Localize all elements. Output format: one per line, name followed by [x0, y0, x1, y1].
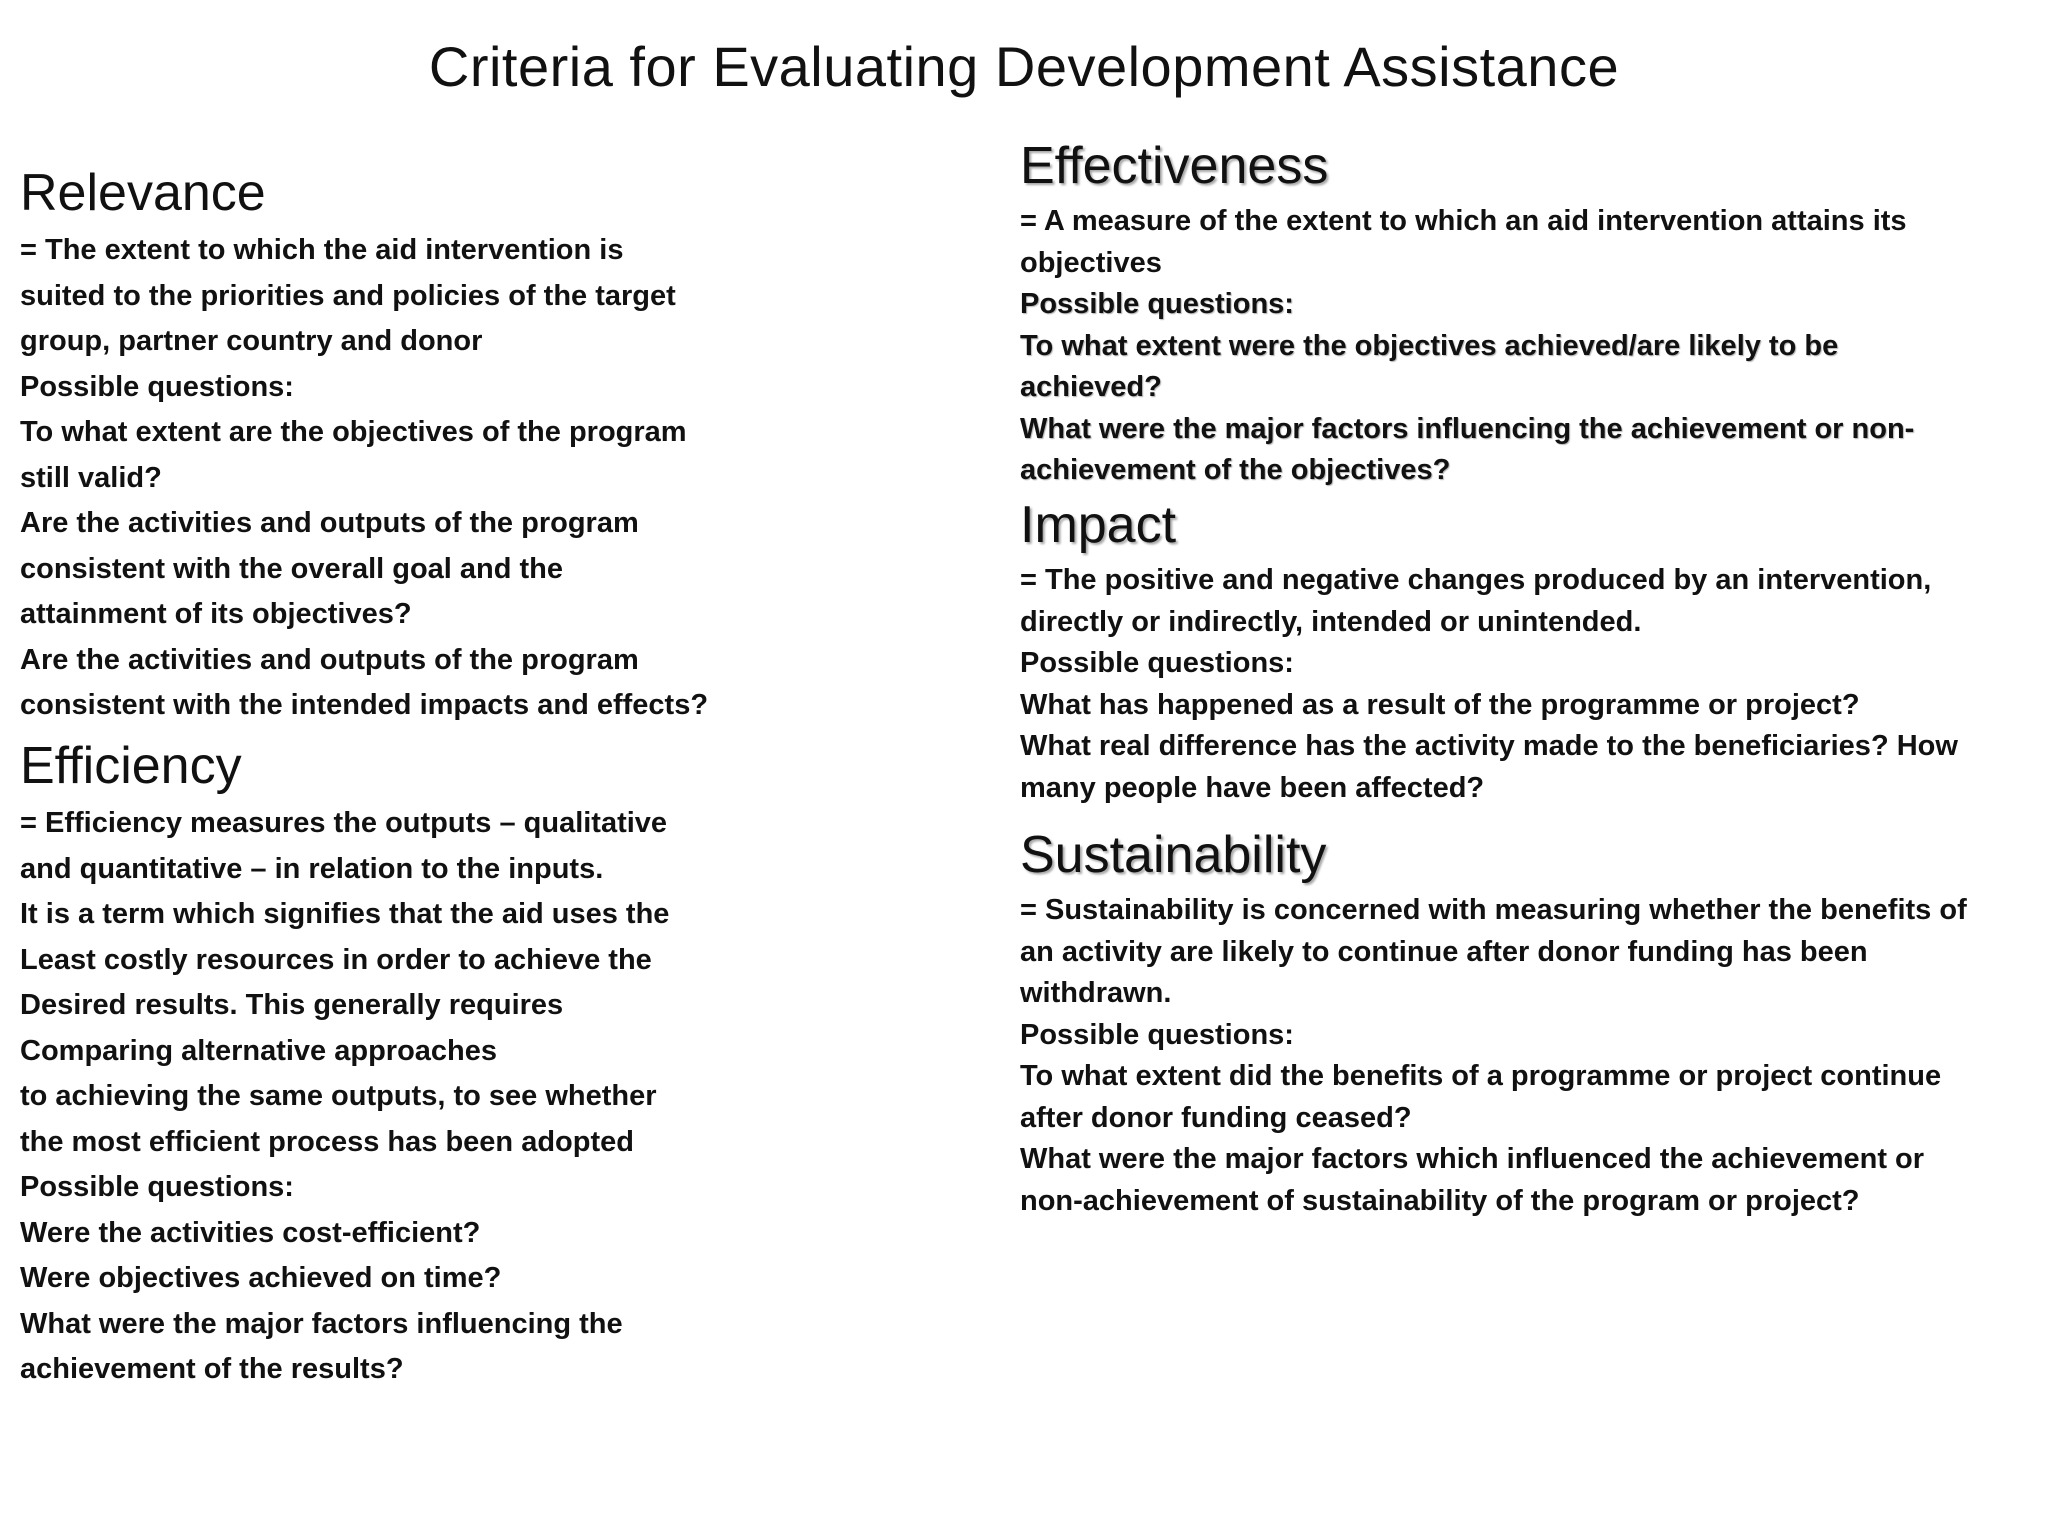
effectiveness-section [1020, 138, 1914, 492]
relevance-line: To what extent are the objectives of the program [20, 416, 687, 449]
impact-line: What real difference has the activity made to the beneficiaries? How [1020, 730, 1958, 763]
relevance-line: Are the activities and outputs of the program [20, 643, 639, 676]
sustainability-line: = Sustainability is concerned with measuring whether the benefits of [1020, 894, 1967, 927]
impact-line: What has happened as a result of the programme or project? [1020, 688, 1860, 721]
impact-section [1020, 497, 1958, 809]
relevance-line: consistent with the intended impacts and effects? [20, 689, 709, 722]
efficiency-line: achievement of the results? [20, 1353, 404, 1386]
efficiency-line: Possible questions: [20, 1171, 294, 1204]
sustainability-line: after donor funding ceased? [1020, 1101, 1412, 1134]
impact-line: Possible questions: [1020, 647, 1294, 680]
sustainability-line: Possible questions: [1020, 1018, 1294, 1051]
efficiency-line: Comparing alternative approaches [20, 1034, 498, 1067]
efficiency-heading: Efficiency [20, 737, 242, 795]
relevance-line: Are the activities and outputs of the program [20, 507, 639, 540]
efficiency-line: = Efficiency measures the outputs – qualitative [20, 807, 668, 840]
effectiveness-line: achieved? [1020, 371, 1162, 404]
relevance-line: group, partner country and donor [20, 325, 483, 358]
impact-line: many people have been affected? [1020, 771, 1485, 804]
efficiency-line: Were objectives achieved on time? [20, 1262, 502, 1295]
impact-line: = The positive and negative changes produced by an intervention, [1020, 564, 1932, 597]
sustainability-line: What were the major factors which influenced the achievement or [1020, 1143, 1925, 1176]
efficiency-line: Least costly resources in order to achieve the [20, 943, 652, 976]
effectiveness-line: Possible questions: [1020, 288, 1294, 321]
relevance-line: = The extent to which the aid intervention is [20, 234, 624, 267]
page-title: Criteria for Evaluating Development Assistance [428, 35, 1620, 98]
impact-heading: Impact [1020, 496, 1177, 554]
efficiency-line: Desired results. This generally requires [20, 989, 564, 1022]
efficiency-line: Were the activities cost-efficient? [20, 1216, 481, 1249]
sustainability-section [1020, 827, 1967, 1222]
effectiveness-heading: Effectiveness [1020, 137, 1329, 195]
impact-line: directly or indirectly, intended or unintended. [1020, 605, 1642, 638]
effectiveness-line: = A measure of the extent to which an aid intervention attains its [1020, 205, 1907, 238]
sustainability-heading: Sustainability [1020, 826, 1327, 884]
relevance-section [20, 165, 708, 729]
efficiency-line: to achieving the same outputs, to see whether [20, 1080, 657, 1113]
efficiency-line: and quantitative – in relation to the inputs. [20, 852, 604, 885]
sustainability-line: an activity are likely to continue after donor funding has been [1020, 935, 1868, 968]
relevance-heading: Relevance [20, 164, 266, 222]
effectiveness-line: objectives [1020, 246, 1162, 279]
relevance-line: attainment of its objectives? [20, 598, 412, 631]
efficiency-section [20, 738, 669, 1393]
efficiency-line: What were the major factors influencing the [20, 1307, 623, 1340]
sustainability-line: To what extent did the benefits of a programme or project continue [1020, 1060, 1942, 1093]
efficiency-line: It is a term which signifies that the aid uses the [20, 898, 670, 931]
relevance-line: consistent with the overall goal and the [20, 552, 564, 585]
effectiveness-line: achievement of the objectives? [1020, 454, 1451, 487]
efficiency-line: the most efficient process has been adopted [20, 1125, 634, 1158]
relevance-line: Possible questions: [20, 370, 294, 403]
relevance-line: suited to the priorities and policies of the target [20, 279, 676, 312]
effectiveness-line: What were the major factors influencing the achievement or non- [1020, 412, 1915, 445]
sustainability-line: non-achievement of sustainability of the program or project? [1020, 1184, 1860, 1217]
sustainability-line: withdrawn. [1020, 977, 1172, 1010]
relevance-line: still valid? [20, 461, 162, 494]
effectiveness-line: To what extent were the objectives achieved/are likely to be [1020, 329, 1839, 362]
